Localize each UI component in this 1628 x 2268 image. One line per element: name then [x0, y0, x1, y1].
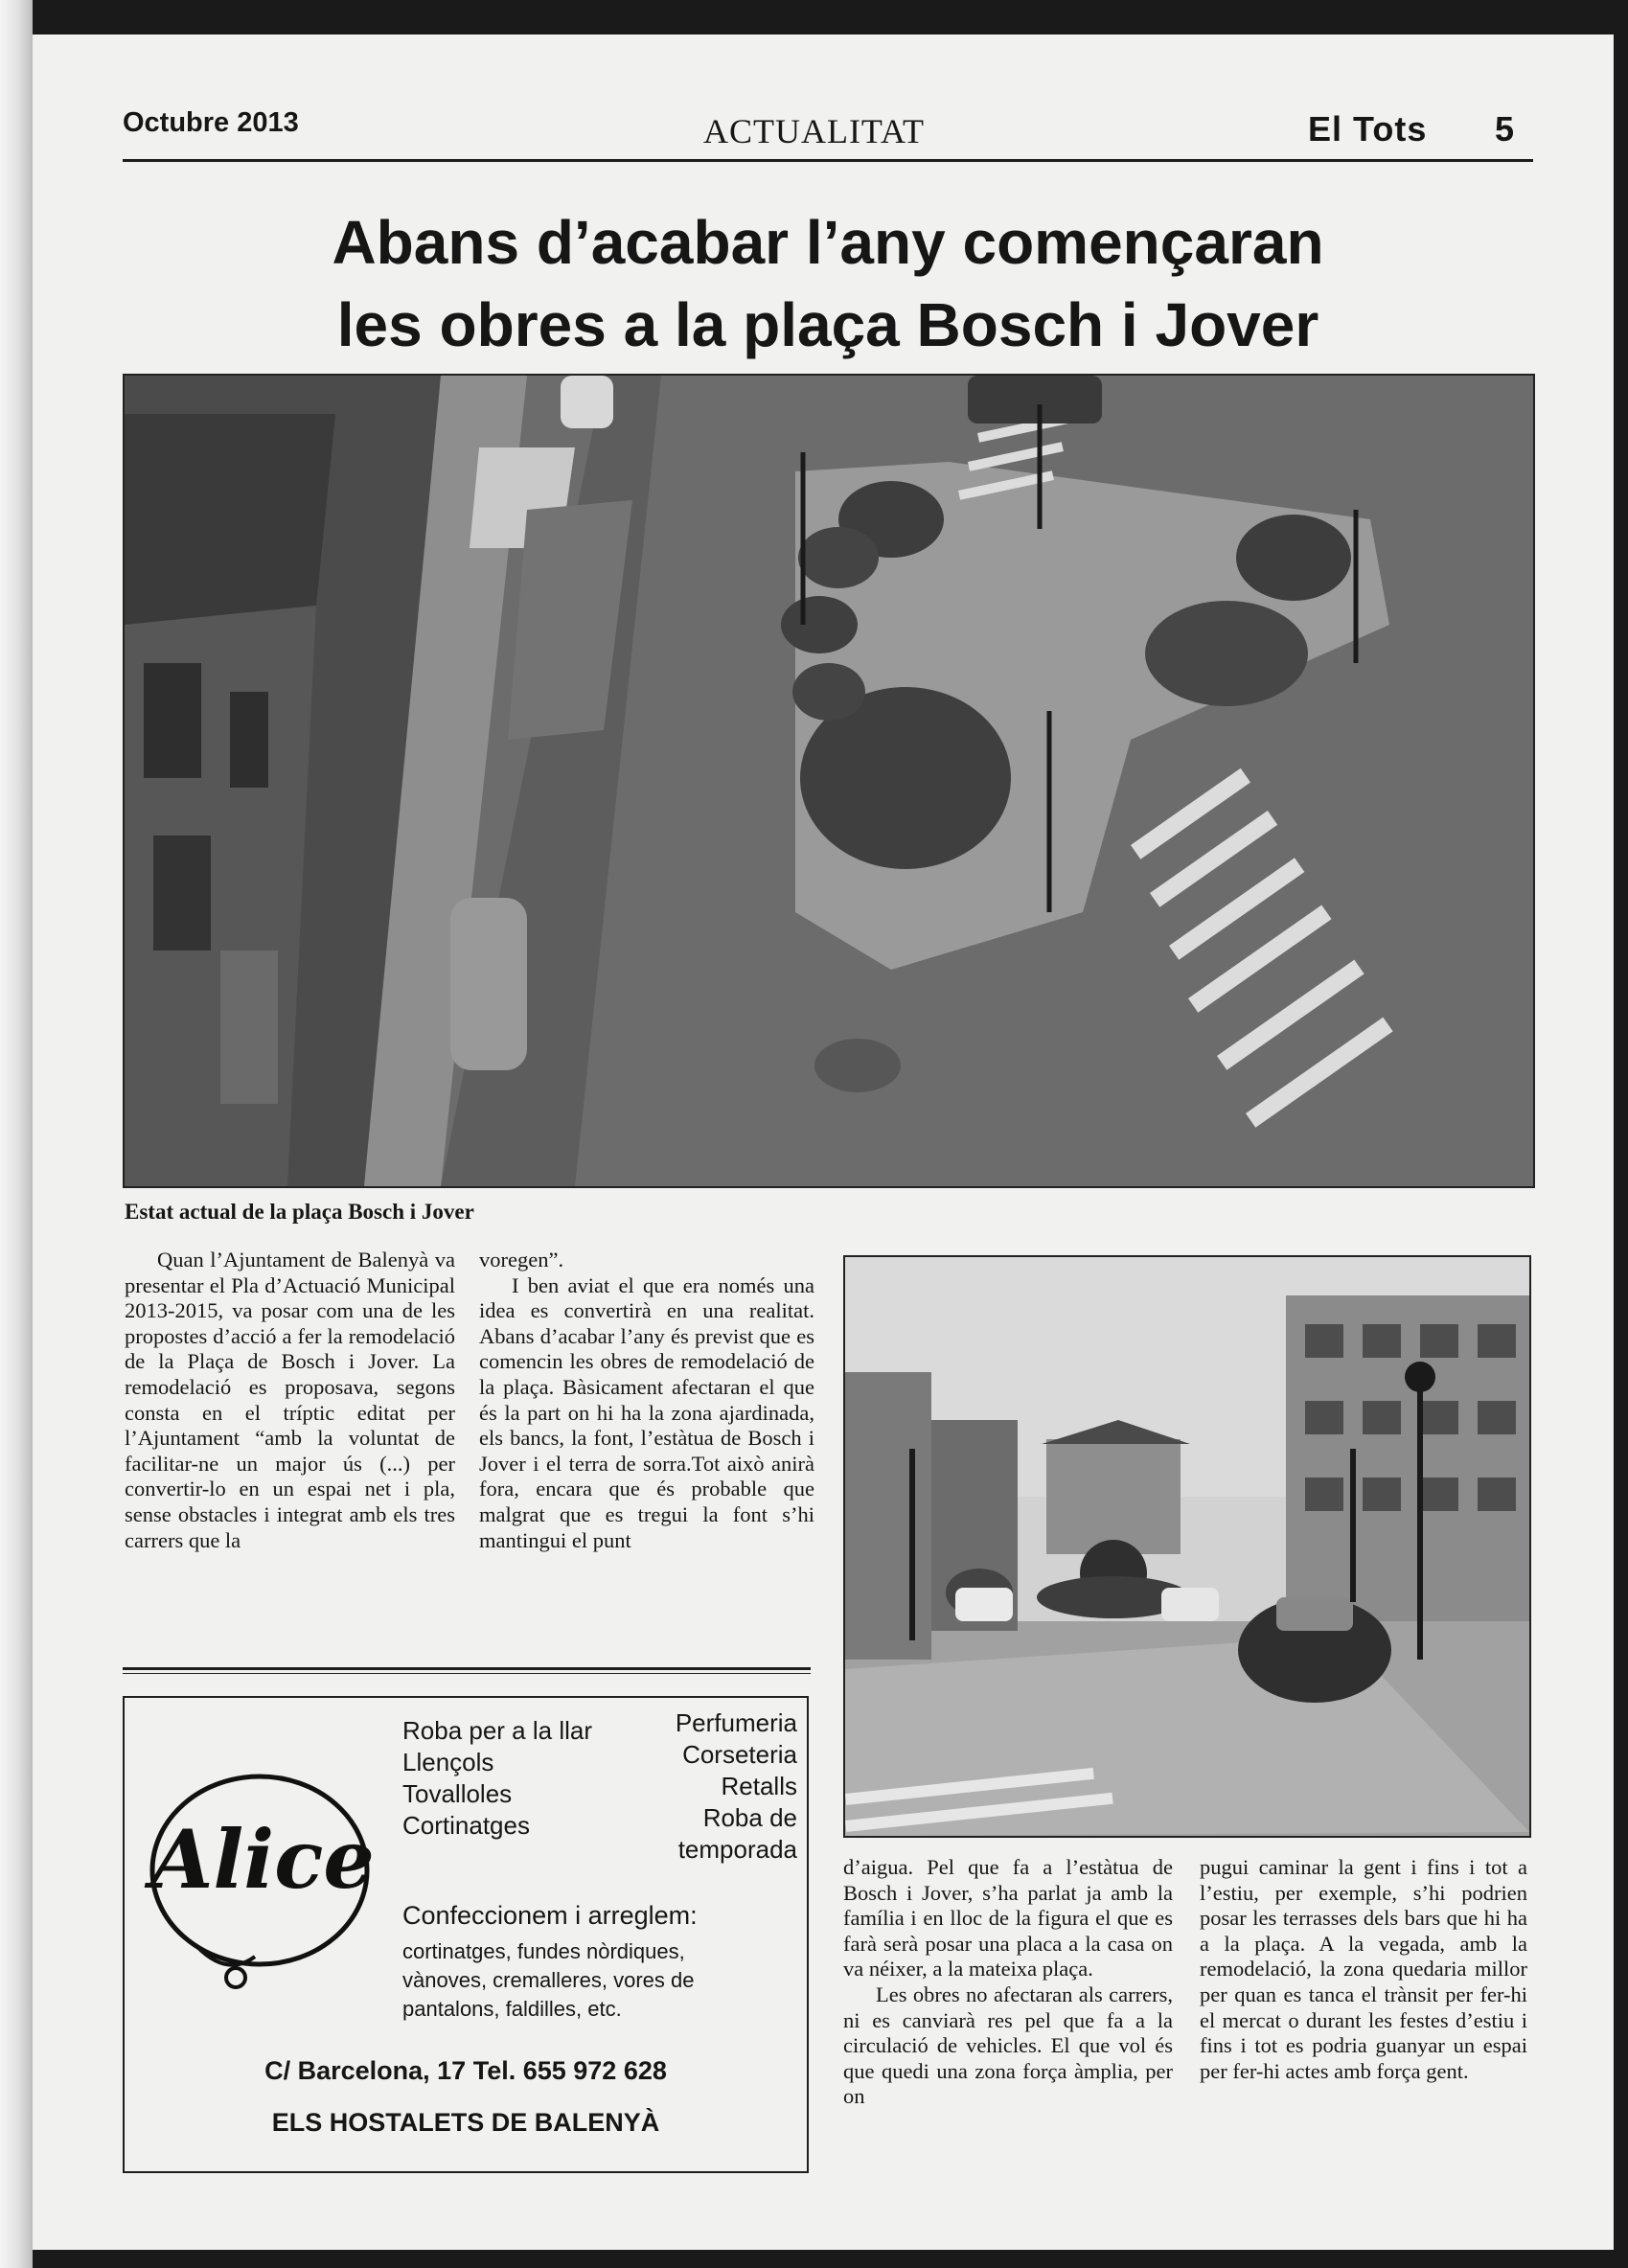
issue-date: Octubre 2013	[123, 107, 299, 138]
services-right	[676, 1707, 797, 1866]
section-title: ACTUALITAT	[702, 112, 926, 150]
headline-line-2: les obres a la plaça Bosch i Jover	[336, 290, 1319, 359]
confection-title: Confeccionem i arreglem:	[402, 1901, 698, 1930]
secondary-photo-street	[843, 1255, 1531, 1838]
main-photo-plaza	[123, 374, 1535, 1188]
column-1-paragraph: Quan l’Ajuntament de Balenyà va presentar el Pla d’Actuació Municipal 2013-2015, va posar com una de les propostes d’acció a fer la remodelació de la Plaça de Bosch i Jover. La remodelació es proposava, segons consta en el tríptic editat per l’Ajuntament “amb la voluntat de facilitar-ne un major ús (...) per convertir-lo en un espai net i pla, sense obstacles i integrat amb els tres carrers que la	[125, 1248, 455, 1552]
service-item: Roba de	[702, 1803, 797, 1832]
svg-text:Alice: Alice	[150, 1812, 375, 1907]
page-spine	[0, 0, 33, 2268]
street-view-illustration	[845, 1257, 1529, 1836]
service-item: Perfumeria	[675, 1708, 797, 1737]
article-column-3	[843, 1855, 1173, 2110]
column-2-paragraph: I ben aviat el que era només una idea es convertirà en una realitat. Abans d’acabar l’any és previst que es comencin les obres de remodelació de la plaça. Bàsicament afectaran el que és la part on hi ha la zona ajardinada, els bancs, la font, l’estàtua de Bosch i Jover i el terra de sorra.Tot això anirà fora, encara que és probable que malgrat que es tregui la font s’hi mantingui el punt	[479, 1272, 814, 1552]
shop-address: C/ Barcelona, 17 Tel. 655 972 628	[264, 2056, 667, 2085]
confection-line: cortinatges, fundes nòrdiques,	[402, 1939, 685, 1963]
alice-advertisement	[123, 1696, 809, 2173]
confection-line: vànoves, cremalleres, vores de	[402, 1968, 695, 1992]
column-4-continuation: pugui caminar la gent i fins i tot a l’estiu, per exemple, s’hi podrien posar les terrasses dels bars que hi ha a la plaça. A la vegada, amb la remodelació, la zona quedaria millor per quan es tanca el trànsit per fer-hi el mercat o durant les festes d’estiu i fins i tot es podria guanyar un espai per fer-hi actes amb força gent.	[1200, 1855, 1527, 2083]
alice-logo-icon	[140, 1765, 389, 2014]
shop-town: ELS HOSTALETS DE BALENYÀ	[271, 2108, 660, 2137]
article-column-4	[1200, 1855, 1527, 2084]
service-item: temporada	[677, 1835, 797, 1864]
header-rule	[123, 159, 1533, 162]
column-3-paragraph: Les obres no afectaran als carrers, ni es canviarà res pel que fa a la circulació de vehicles. El que vol és que quedi una zona força àmplia, per on	[843, 1982, 1173, 2109]
service-item: Retalls	[721, 1772, 797, 1800]
service-item: Roba per a la llar	[402, 1716, 592, 1745]
services-left	[402, 1715, 592, 1842]
article-column-1	[125, 1248, 455, 1553]
plaza-aerial-illustration	[125, 376, 1533, 1186]
service-item: Llençols	[402, 1748, 494, 1776]
service-item: Tovalloles	[402, 1779, 513, 1808]
publication-name: El Tots	[1308, 109, 1428, 149]
confection-list	[402, 1937, 694, 2024]
ad-separator-rule	[123, 1667, 811, 1674]
alice-logo	[140, 1765, 389, 2019]
service-item: Corseteria	[682, 1740, 797, 1769]
service-item: Cortinatges	[402, 1811, 530, 1840]
article-headline	[123, 201, 1533, 366]
article-column-2	[479, 1248, 814, 1553]
confection-line: pantalons, faldilles, etc.	[402, 1997, 622, 2021]
column-3-continuation: d’aigua. Pel que fa a l’estàtua de Bosch i Jover, s’ha parlat ja amb la família i en lloc de la figura el que es farà serà posar una placa a la casa on va néixer, a la mateixa plaça.	[843, 1855, 1173, 1982]
column-2-continuation: voregen”.	[479, 1248, 564, 1271]
headline-line-1: Abans d’acabar l’any començaran	[332, 208, 1324, 277]
photo-caption: Estat actual de la plaça Bosch i Jover	[125, 1200, 474, 1224]
page-number: 5	[1495, 109, 1515, 149]
